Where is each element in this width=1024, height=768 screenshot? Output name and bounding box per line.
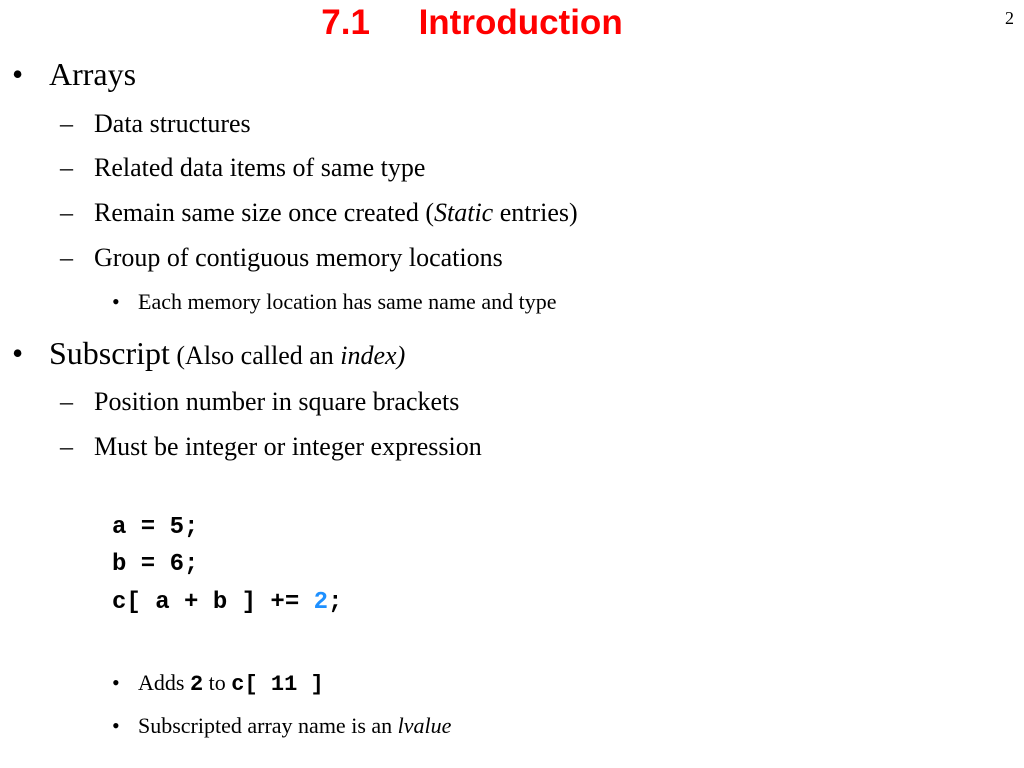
sub-sub-item-text: Each memory location has same name and type bbox=[138, 289, 557, 314]
sub-item-text: Group of contiguous memory locations bbox=[94, 243, 503, 272]
sub-item-text: Data structures bbox=[94, 109, 251, 138]
static-word: Static bbox=[434, 198, 494, 227]
code-line-3 bbox=[112, 588, 342, 618]
bullet-marker: • bbox=[12, 335, 24, 371]
code-highlight-value: 2 bbox=[313, 589, 329, 616]
subscript-note-before: (Also called an bbox=[169, 341, 341, 370]
sub-item-text: Must be integer or integer expression bbox=[94, 432, 482, 461]
index-word: index) bbox=[340, 341, 406, 370]
bullet-subscript-text bbox=[49, 333, 405, 376]
lvalue-before: Subscripted array name is an bbox=[138, 713, 398, 738]
dot-marker: • bbox=[112, 289, 120, 314]
remain-before: Remain same size once created ( bbox=[94, 198, 434, 227]
dot-marker: • bbox=[112, 670, 120, 695]
note-lvalue-text bbox=[138, 712, 451, 740]
sub-item-text bbox=[94, 197, 578, 229]
dash-marker: – bbox=[60, 243, 73, 272]
dot-marker: • bbox=[112, 713, 120, 738]
dash-marker: – bbox=[60, 198, 73, 227]
adds-value: 2 bbox=[189, 672, 204, 697]
bullet-marker: • bbox=[12, 56, 24, 92]
to-word: to bbox=[203, 670, 232, 695]
dash-marker: – bbox=[60, 432, 73, 461]
sub-item-text: Related data items of same type bbox=[94, 153, 426, 182]
dash-marker: – bbox=[60, 109, 73, 138]
code-line-3-after: ; bbox=[328, 589, 343, 616]
bullet-arrays-text: Arrays bbox=[49, 56, 137, 92]
code-line-3-before: c[ a + b ] += bbox=[112, 589, 314, 616]
sub-item-text: Position number in square brackets bbox=[94, 387, 460, 416]
note-adds-text bbox=[138, 669, 324, 699]
subscript-word: Subscript bbox=[49, 335, 170, 371]
slide-title: 7.1 Introduction bbox=[321, 3, 623, 42]
adds-word: Adds bbox=[138, 670, 190, 695]
dash-marker: – bbox=[60, 153, 73, 182]
slide-number: 2 bbox=[1005, 8, 1014, 28]
remain-after: entries) bbox=[493, 198, 578, 227]
lvalue-word: lvalue bbox=[397, 713, 452, 738]
dash-marker: – bbox=[60, 387, 73, 416]
subscript-note bbox=[170, 341, 405, 370]
adds-target: c[ 11 ] bbox=[231, 672, 324, 697]
code-line-2: b = 6; bbox=[112, 551, 199, 578]
code-line-1: a = 5; bbox=[112, 514, 199, 541]
